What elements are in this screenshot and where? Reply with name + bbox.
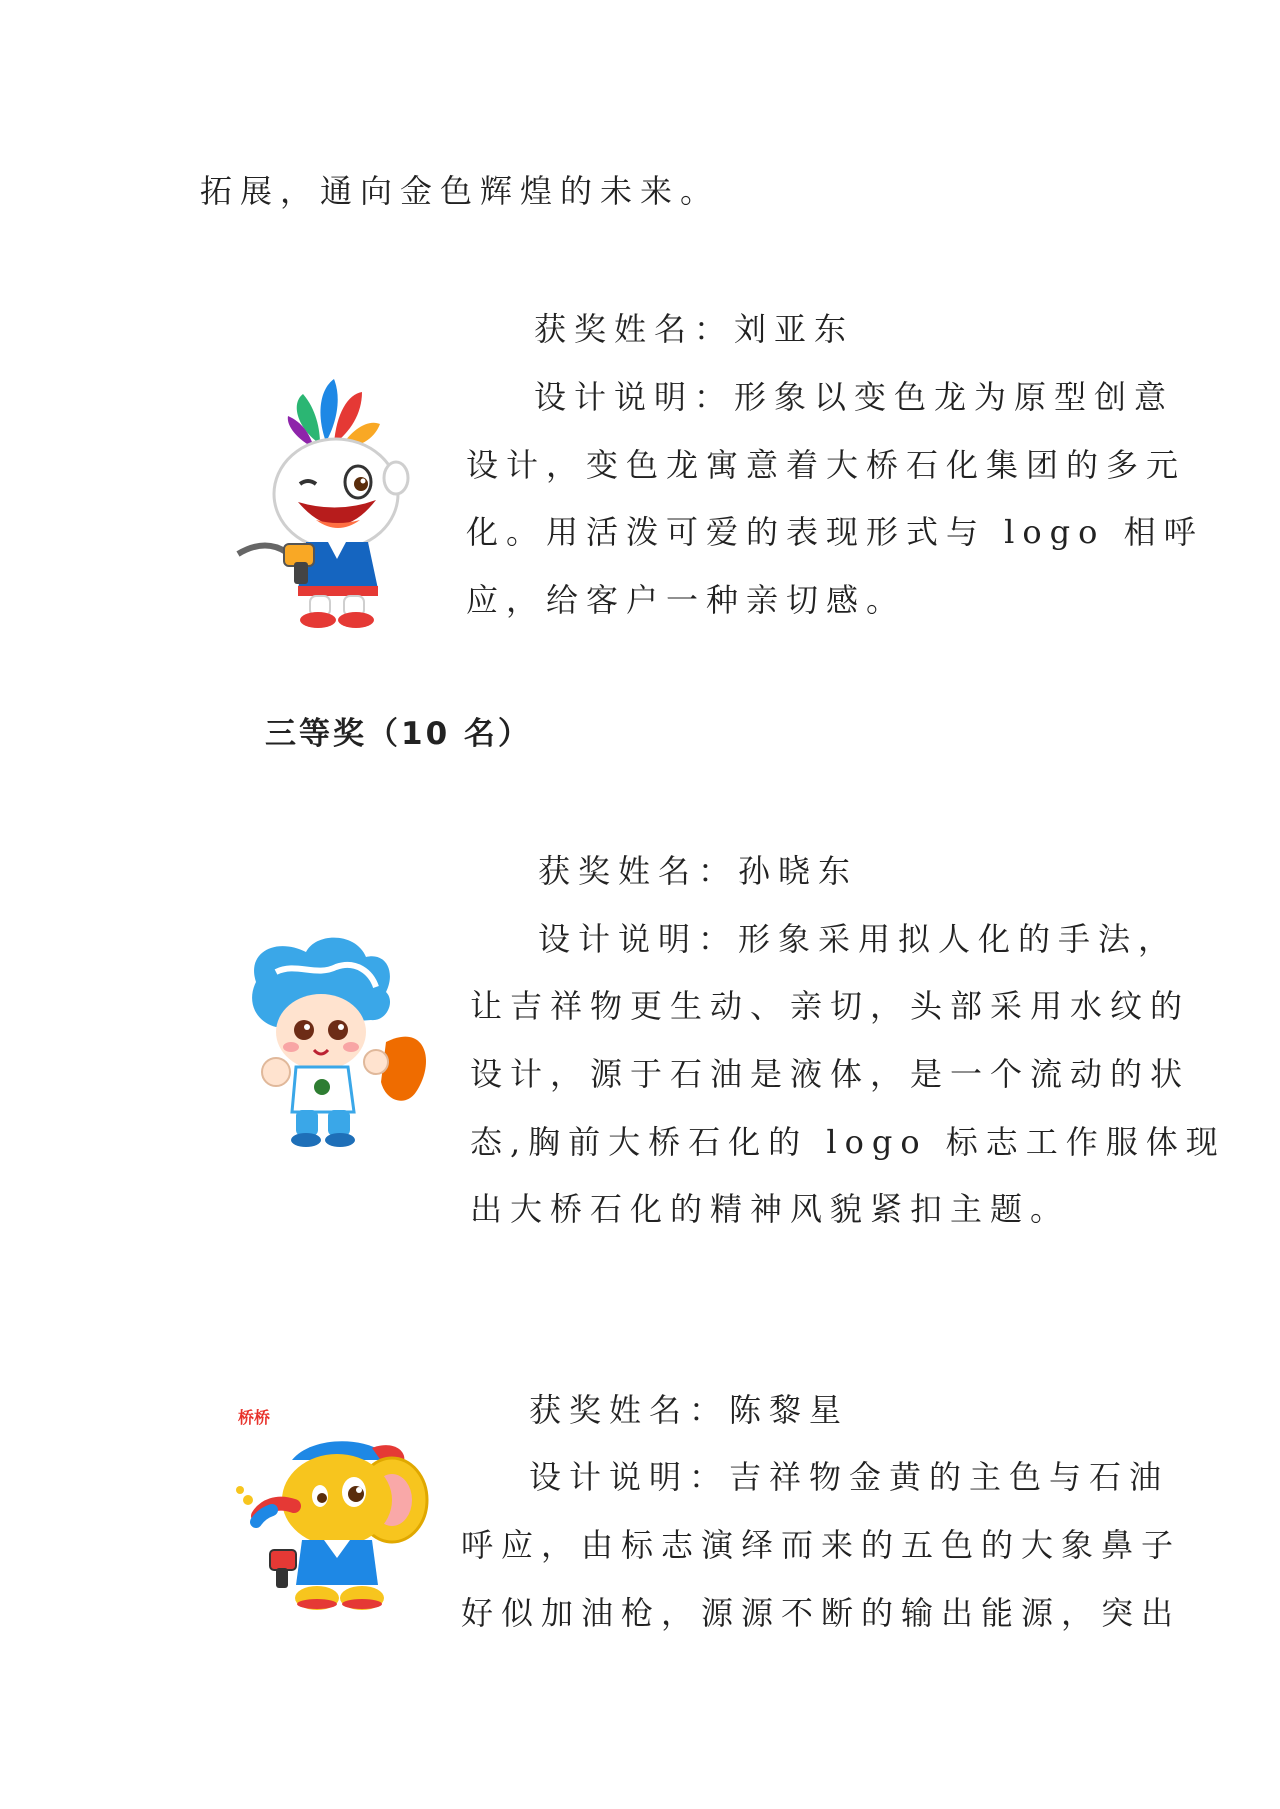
elephant-mascot-icon [232,1430,432,1620]
entry-1-desc-row-2: 设计，变色龙寓意着大桥石化集团的多元 [466,446,1187,484]
entry-3-desc-row-2: 呼应，由标志演绎而来的五色的大象鼻子 [461,1526,1182,1564]
entry-3-desc-row-3: 好似加油枪，源源不断的输出能源，突出 [461,1594,1182,1632]
entry-2-desc-row-2: 让吉祥物更生动、亲切，头部采用水纹的 [470,987,1191,1025]
desc-label: 设计说明： [538,920,739,958]
entry-2-name-row [538,846,858,892]
section-heading: 三等奖（10 名） [265,716,532,752]
entry-1-desc-row-1 [534,372,1174,418]
water-boy-mascot-icon [236,932,436,1152]
desc-text: 形象以变色龙为原型创意 [734,378,1175,416]
entry-2-desc-row-1 [538,914,1178,960]
desc-label: 设计说明： [534,378,735,416]
name-label: 获奖姓名： [538,852,739,890]
winner-name: 刘亚东 [734,310,855,348]
entry-2-desc-row-4: 态,胸前大桥石化的 logo 标志工作服体现 [470,1123,1226,1161]
entry-2-desc-row-3: 设计，源于石油是液体，是一个流动的状 [470,1055,1191,1093]
winner-name: 孙晓东 [738,852,859,890]
entry-3-desc-row-1 [529,1452,1169,1498]
entry-1-desc-row-3: 化。用活泼可爱的表现形式与 logo 相呼 [466,513,1204,551]
winner-name: 陈黎星 [729,1391,850,1429]
name-label: 获奖姓名： [534,310,735,348]
chameleon-mascot-icon [228,374,448,634]
desc-text: 吉祥物金黄的主色与石油 [729,1458,1170,1496]
entry-3-name-row [529,1385,849,1431]
entry-2-desc-row-5: 出大桥石化的精神风貌紧扣主题。 [470,1190,1071,1228]
desc-text: 形象采用拟人化的手法， [738,920,1179,958]
intro-line: 拓展，通向金色辉煌的未来。 [200,172,721,210]
desc-label: 设计说明： [529,1458,730,1496]
mascot-logo-text: 桥桥 [238,1408,271,1427]
entry-1-name-row [534,304,854,350]
entry-1-desc-row-4: 应，给客户一种亲切感。 [466,581,907,619]
name-label: 获奖姓名： [529,1391,730,1429]
